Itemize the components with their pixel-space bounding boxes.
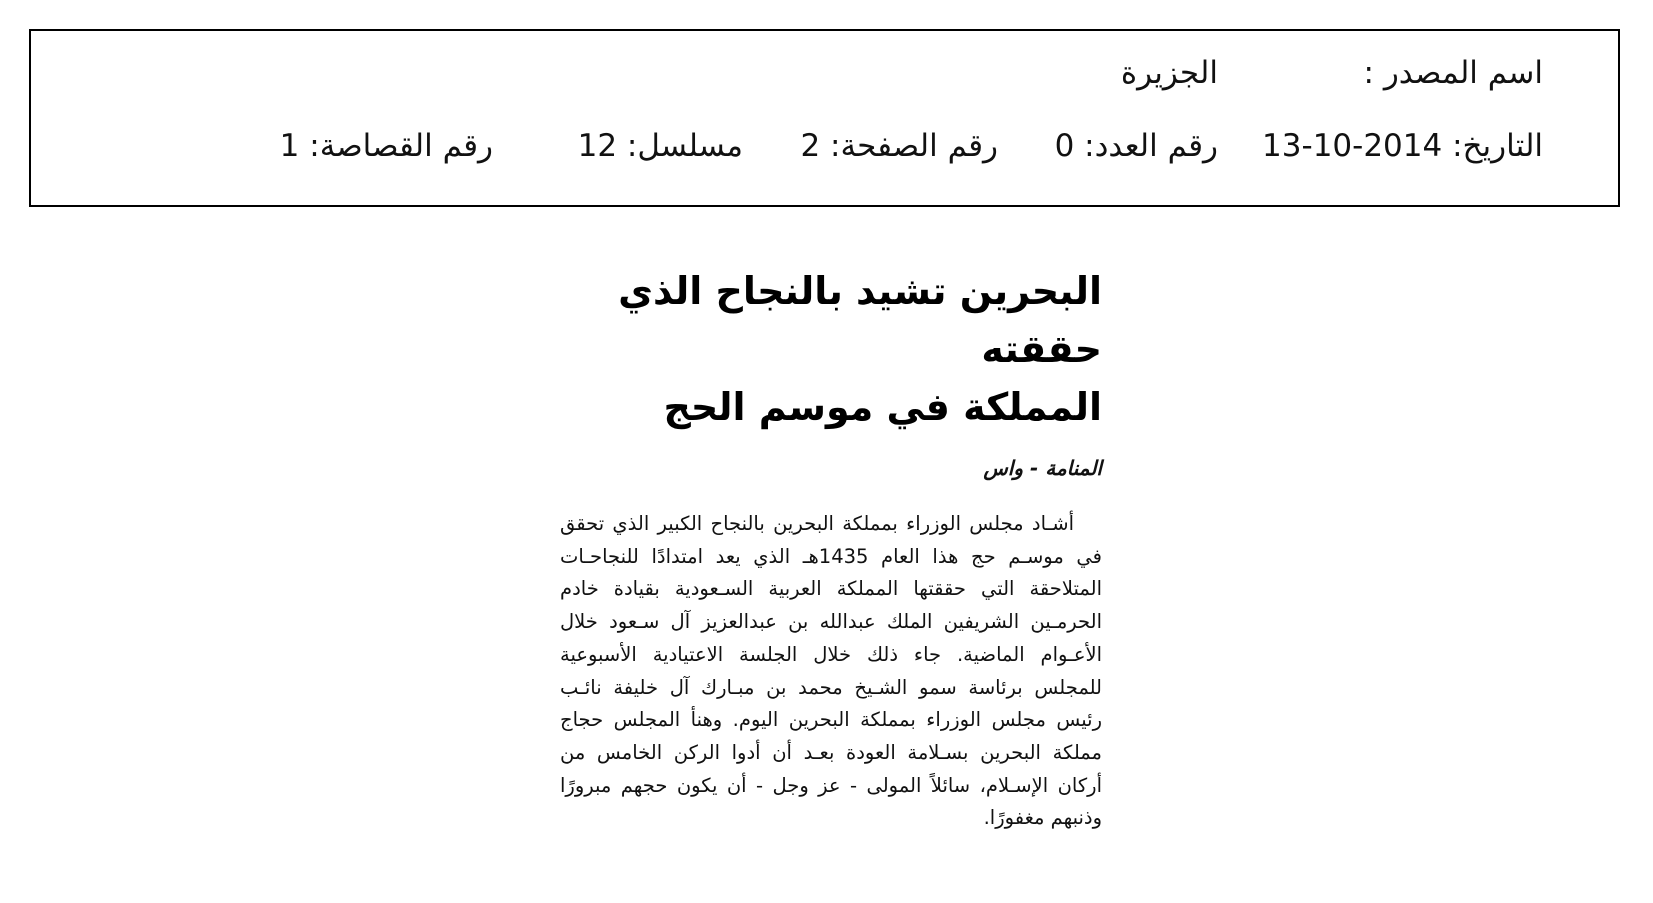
clip-number-field: رقم القصاصة: 1 xyxy=(279,128,493,164)
serial-field: مسلسل: 12 xyxy=(577,128,743,164)
source-label: اسم المصدر : xyxy=(1363,55,1543,91)
article-dateline: المنامة - واس xyxy=(983,456,1102,480)
article-body: أشـاد مجلس الوزراء بمملكة البحرين بالنجاح الكبير الذي تحقق في موسـم حج هذا العام 1435هـ الذي يعد امتدادًا للنجاحـات المتلاحقة التي حققتها المملكة العربية السـعودية بقيادة خادم الحرمـين الشريفين الملك عبدالله بن عبدالعزيز آل سـعود خلال الأعـوام الماضية. جاء ذلك خلال الجلسة الاعتيادية الأسبوعية للمجلس برئاسة سمو الشـيخ محمد بن مبـارك آل خليفة نائـب رئيس مجلس الوزراء بمملكة البحرين اليوم. وهنأ المجلس حجاج مملكة البحرين بسـلامة العودة بعـد أن أدوا الركن الخامس من أركان الإسـلام، سائلاً المولى - عز وجل - أن يكون حجهم مبرورًا وذنبهم مغفورًا. xyxy=(560,512,1102,830)
source-value: الجزيرة xyxy=(1120,55,1218,91)
clipping-header-box xyxy=(29,29,1620,207)
article-headline xyxy=(560,262,1102,436)
page-number-field: رقم الصفحة: 2 xyxy=(800,128,998,164)
headline-line-1: البحرين تشيد بالنجاح الذي حققته xyxy=(618,269,1102,371)
article xyxy=(560,262,1102,835)
headline-line-2: المملكة في موسم الحج xyxy=(663,385,1102,429)
issue-number-field: رقم العدد: 0 xyxy=(1054,128,1218,164)
date-field: التاريخ: 2014-10-13 xyxy=(1262,128,1543,164)
